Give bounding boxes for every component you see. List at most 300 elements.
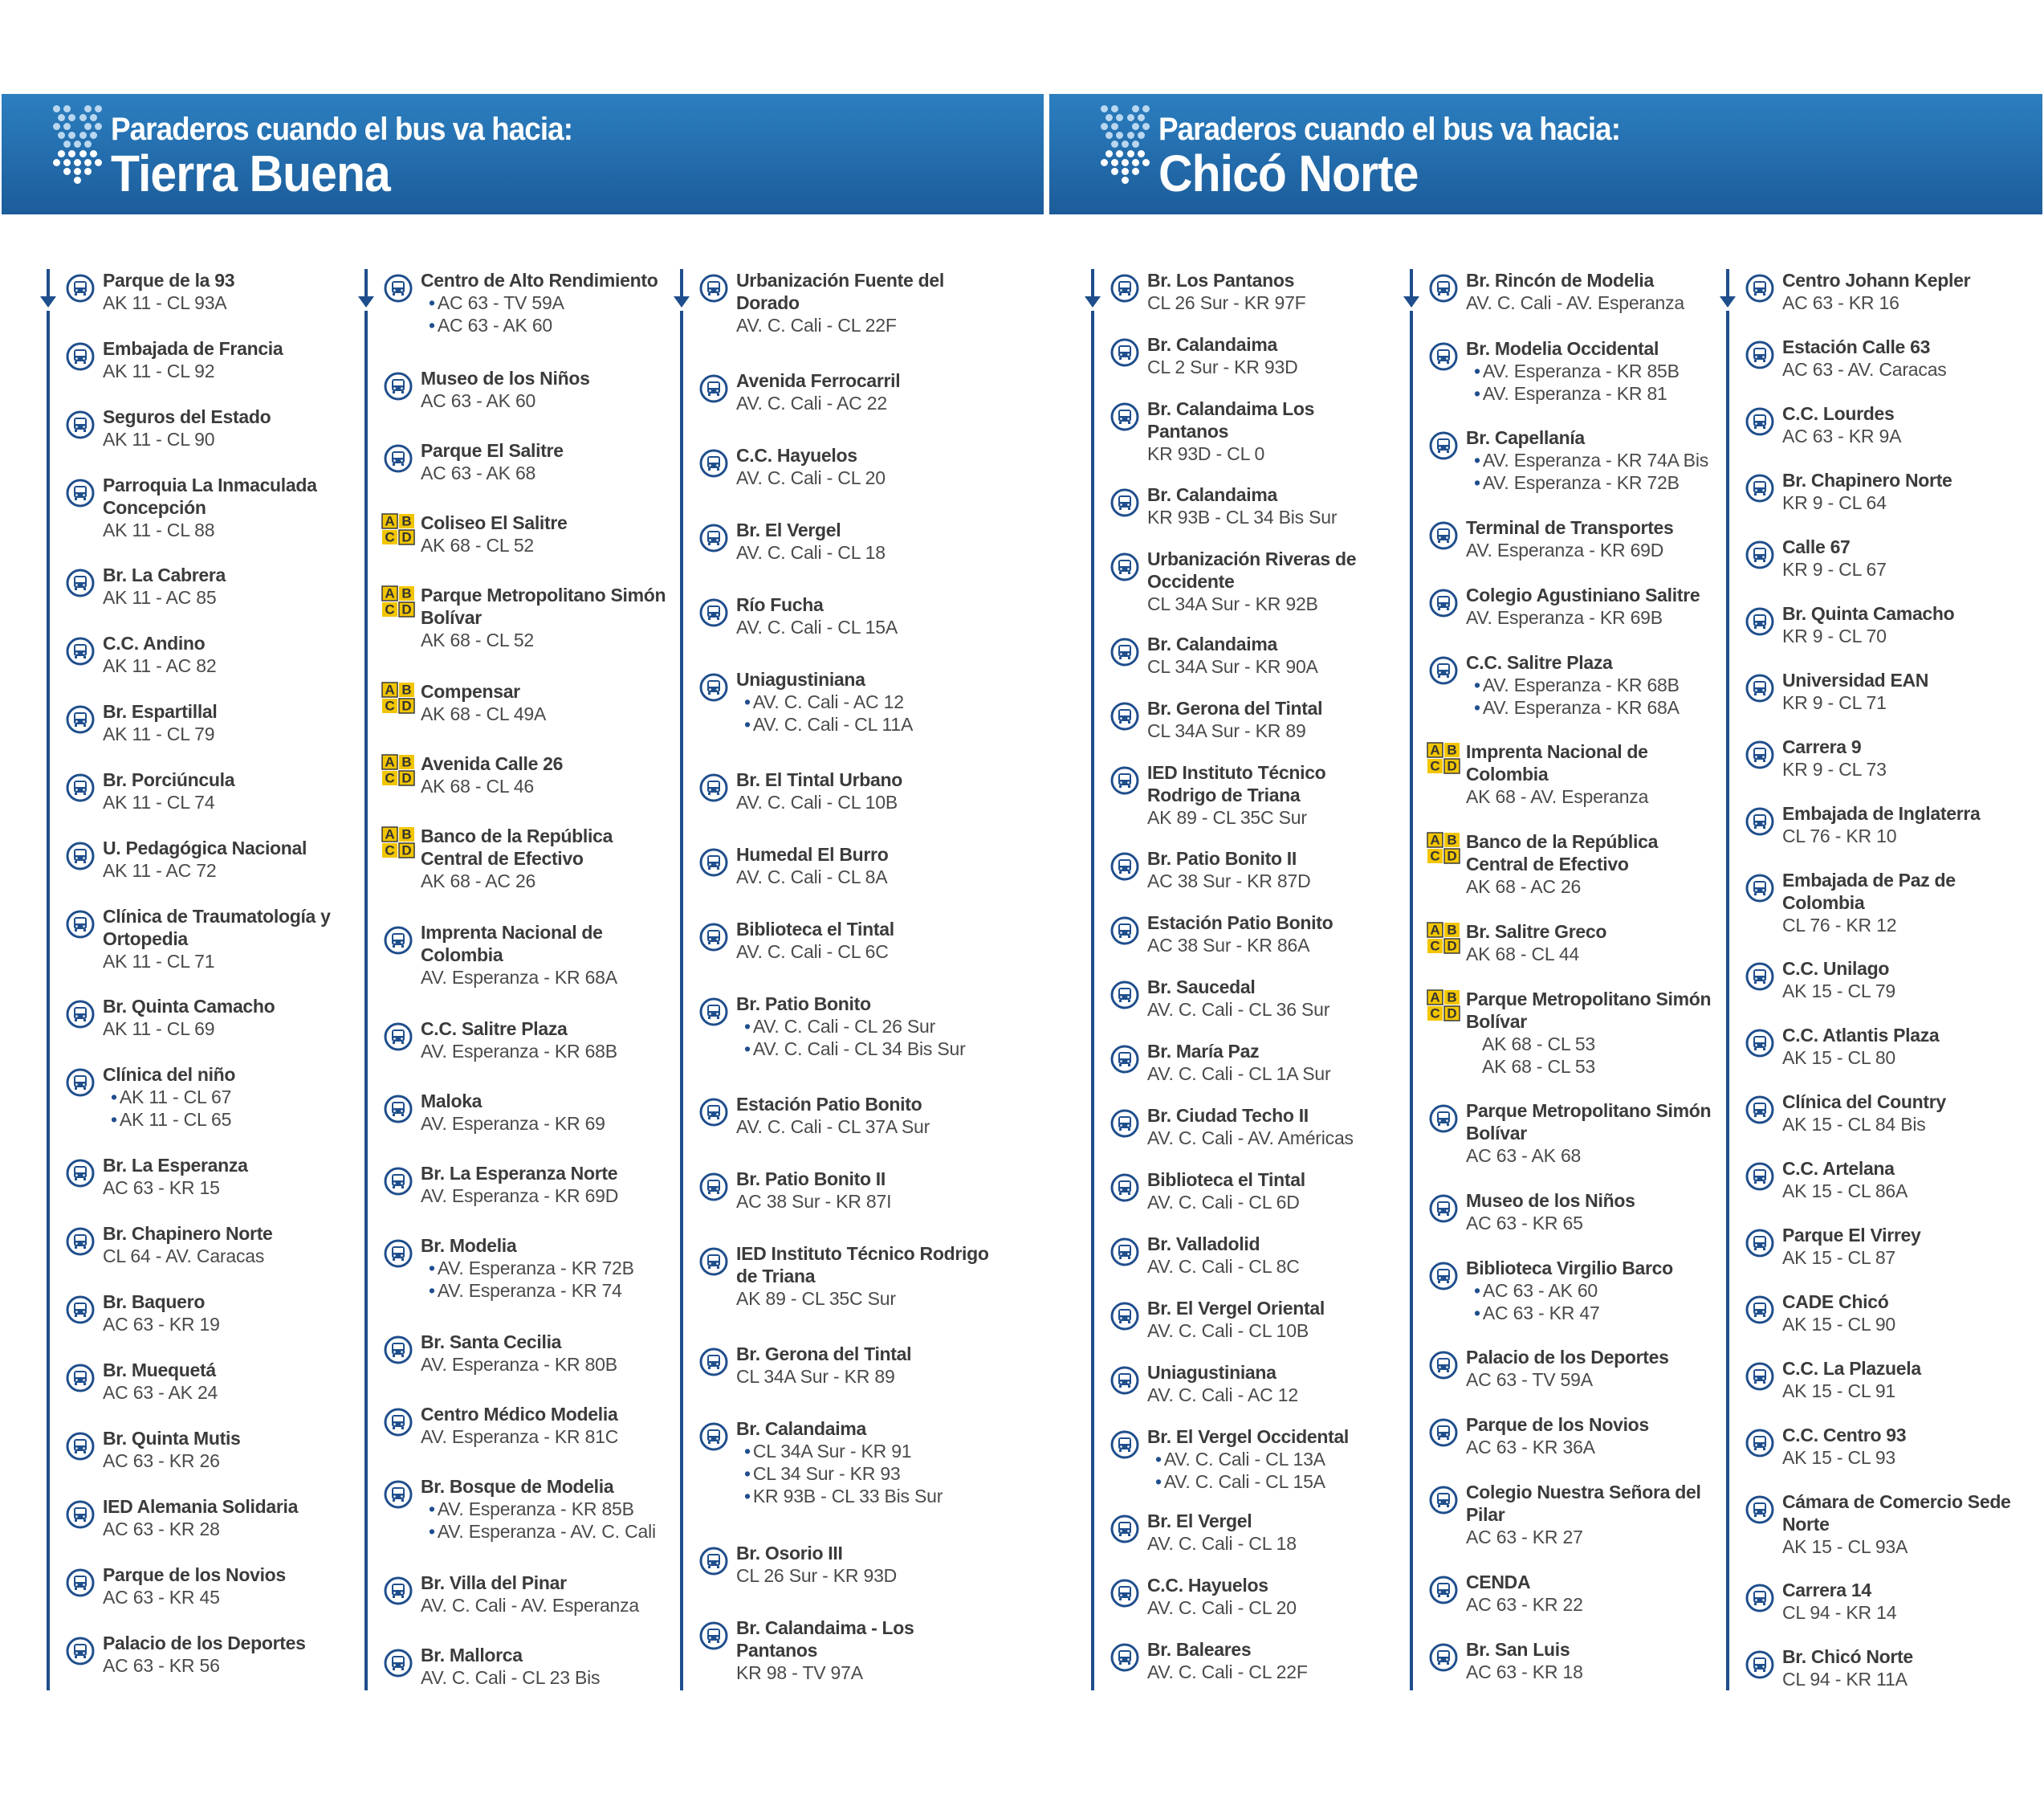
stop-name: Estación Patio Bonito [736,1094,922,1115]
route-line [1410,269,1413,1690]
bus-stop-icon [384,1335,413,1364]
bus-stop-icon [384,1095,413,1123]
svg-text:C: C [1430,938,1440,954]
header-destination: Tierra Buena [111,145,390,202]
stop-address: AK 68 - AC 26 [421,870,536,891]
bus-stop-icon [66,1637,95,1665]
stop-address: KR 9 - CL 67 [1782,559,1887,580]
direction-arrow-icon [1720,269,1736,309]
stop-name: Embajada de Inglaterra [1782,803,1981,824]
bus-stop-icon [384,1408,413,1437]
bus-stop-icon [384,926,413,955]
stop-name: Parque El Virrey [1782,1225,1921,1246]
stop-name: Br. Bosque de Modelia [421,1476,614,1497]
stop-address: AK 89 - CL 35C Sur [736,1288,896,1309]
stop-name: Banco de la República [1466,831,1659,852]
stop-address: AK 11 - AC 72 [103,860,217,881]
stop-address: AV. Esperanza - KR 80B [421,1354,617,1375]
stop-name: Br. Gerona del Tintal [736,1343,912,1364]
svg-text:D: D [401,842,412,858]
stop-address: AK 68 - CL 53 [1482,1034,1596,1054]
stop-address: • AV. Esperanza - KR 81 [1466,382,1739,405]
bus-stop-icon [1429,1194,1458,1223]
stop-name: Br. Saucedal [1147,976,1256,997]
stop-name: Br. Muequetá [103,1360,216,1380]
stop-name: Estación Calle 63 [1782,336,1931,357]
bus-stop-icon [1110,638,1139,667]
stop-address: AC 63 - TV 59A [1466,1369,1593,1390]
bus-stop-icon [1110,274,1139,303]
bus-stop-icon [1110,1643,1139,1672]
stop-address: AK 15 - CL 93A [1782,1536,1908,1557]
stop-address: AC 63 - AK 24 [103,1382,218,1403]
stop-name: Estación Patio Bonito [1147,912,1333,933]
bus-stop-icon [1429,656,1458,685]
stop-name: Parque Metropolitano Simón [1466,989,1712,1009]
route-column [1410,269,1715,1690]
bus-stop-icon [1429,1576,1458,1604]
stop-name: Br. Quinta Camacho [1782,603,1955,624]
direction-arrow-icon [1085,269,1101,309]
bus-stop-icon [384,1480,413,1509]
bus-stop-icon [1745,1162,1774,1191]
bus-stop-icon [1429,274,1458,303]
stop-name: C.C. Artelana [1782,1158,1895,1179]
bus-stop-icon [66,410,95,439]
stop-name: Br. Porciúncula [103,769,235,790]
stop-name: Parque Metropolitano Simón [421,585,666,605]
stop-name: Br. Capellanía [1466,427,1585,448]
stop-name: Br. Chapinero Norte [1782,470,1952,491]
route-column [364,269,670,1690]
stop-name: CADE Chicó [1782,1291,1889,1312]
stop-address: AK 11 - CL 92 [103,361,215,381]
bus-stop-icon [66,479,95,508]
stop-address: • CL 34A Sur - KR 91 [736,1440,1009,1462]
stop-name: Museo de los Niños [1466,1190,1635,1211]
header-tierra-buena [2,94,1044,214]
stop-name: Br. Baquero [103,1291,206,1312]
bus-stop-icon [384,1022,413,1051]
bus-stop-icon [66,1159,95,1188]
stop-name: Br. Calandaima [1147,484,1277,505]
svg-text:B: B [401,826,412,842]
svg-text:C: C [385,529,395,545]
stop-address: AV. Esperanza - KR 69B [1466,607,1663,628]
svg-text:D: D [401,601,412,618]
svg-text:C: C [385,601,395,618]
stop-address: • AV. C. Cali - CL 13A [1147,1448,1420,1470]
stop-name: Bolívar [1466,1011,1527,1032]
stop-address: CL 2 Sur - KR 93D [1147,357,1298,377]
stop-name: Br. Ciudad Techo II [1147,1105,1309,1126]
route-column [1726,269,2031,1690]
direction-arrow-icon [674,269,690,309]
bus-stop-icon [66,773,95,802]
stop-name: Norte [1782,1514,1830,1535]
stop-address: AK 11 - AC 85 [103,587,217,608]
stop-name: Universidad EAN [1782,670,1929,691]
stop-name: Br. Modelia [421,1235,517,1256]
bus-stop-icon [384,1576,413,1605]
svg-text:A: A [1430,922,1440,938]
bus-stop-icon [1110,1515,1139,1543]
abcd-icon [381,513,415,545]
stop-address: AV. C. Cali - CL 22F [736,315,897,336]
svg-text:B: B [401,682,412,698]
stop-address: CL 94 - KR 14 [1782,1602,1897,1623]
svg-text:C: C [385,770,395,786]
bus-stop-icon [1110,1302,1139,1331]
bus-stop-icon [699,773,728,802]
stop-name: Centro Johann Kepler [1782,270,1971,291]
bus-stop-icon [1429,342,1458,371]
bus-stop-icon [1110,852,1139,881]
stop-address: • AV. Esperanza - AV. C. Cali [421,1520,694,1543]
stop-address: CL 34A Sur - KR 92B [1147,593,1318,614]
stop-name: Coliseo El Salitre [421,512,568,533]
stop-address: AC 63 - KR 56 [103,1655,220,1676]
stop-address: AC 63 - AK 68 [421,463,536,483]
stop-address: CL 76 - KR 12 [1782,915,1897,936]
stop-address: KR 93D - CL 0 [1147,443,1265,464]
stop-name: Br. Modelia Occidental [1466,338,1659,359]
stop-name: Br. Gerona del Tintal [1147,698,1323,719]
stop-name: de Triana [736,1266,816,1286]
stop-name: Río Fucha [736,594,824,615]
stop-address: AK 15 - CL 86A [1782,1180,1908,1201]
stop-address: AV. C. Cali - CL 20 [736,467,886,488]
stop-name: Br. El Vergel [736,520,841,540]
stop-address: AC 63 - KR 22 [1466,1594,1583,1615]
bus-stop-icon [1110,766,1139,795]
bus-stop-icon [66,842,95,870]
stop-name: Br. San Luis [1466,1639,1570,1660]
direction-arrow-icon [358,269,374,309]
stop-name: Centro de Alto Rendimiento [421,270,658,291]
bus-stop-icon [66,1000,95,1029]
stop-name: Parque de los Novios [1466,1414,1649,1435]
abcd-icon [1427,742,1460,774]
bus-stop-icon [1429,431,1458,460]
svg-text:B: B [1447,989,1457,1005]
svg-text:D: D [401,698,412,714]
bus-stop-icon [699,848,728,877]
transmilenio-logo-icon [53,105,103,194]
bus-stop-icon [66,1068,95,1097]
stop-address: AV. Esperanza - KR 81C [421,1426,619,1447]
stop-address: AV. C. Cali - CL 23 Bis [421,1667,601,1688]
stop-name: C.C. Unilago [1782,958,1890,979]
bus-stop-icon [699,1347,728,1376]
svg-text:C: C [1430,848,1440,864]
header-destination: Chicó Norte [1158,145,1419,202]
stop-name: Colegio Nuestra Señora del [1466,1482,1701,1502]
bus-stop-icon [66,342,95,371]
stop-name: Compensar [421,681,520,702]
stop-address: AC 63 - AK 60 [421,390,536,411]
route-line [1091,269,1094,1690]
bus-stop-icon [1745,1295,1774,1324]
stop-address: • AC 63 - KR 47 [1466,1302,1739,1324]
stop-name: Embajada de Paz de [1782,870,1956,891]
stop-address: AC 63 - KR 27 [1466,1527,1583,1547]
stop-address: CL 26 Sur - KR 93D [736,1565,898,1586]
stop-address: AV. Esperanza - KR 68A [421,967,617,988]
stop-address: AC 63 - KR 15 [103,1177,220,1198]
svg-text:D: D [401,529,412,545]
stop-address: • AV. Esperanza - KR 72B [1466,471,1739,494]
abcd-icon [1427,832,1460,864]
abcd-icon [1427,989,1460,1021]
stop-name: Br. Espartillal [103,701,218,722]
stop-address: AC 38 Sur - KR 87I [736,1191,892,1212]
stop-address: AK 89 - CL 35C Sur [1147,807,1307,828]
svg-text:C: C [1430,758,1440,774]
stop-name: Br. Santa Cecilia [421,1331,562,1352]
route-line [47,269,50,1690]
stop-name: Br. Chapinero Norte [103,1223,273,1244]
stop-address: • AV. C. Cali - CL 11A [736,713,1009,736]
bus-stop-icon [1110,1579,1139,1608]
stop-address: KR 98 - TV 97A [736,1662,863,1683]
bus-stop-icon [1429,1643,1458,1672]
stop-name: Palacio de los Deportes [1466,1347,1669,1368]
svg-text:B: B [1447,832,1457,848]
transmilenio-logo-icon [1101,105,1150,194]
bus-stop-icon [1745,740,1774,769]
bus-stop-icon [1745,607,1774,636]
stop-address: AK 15 - CL 91 [1782,1380,1896,1401]
stop-address: AC 63 - KR 26 [103,1450,220,1471]
stop-name: Br. Salitre Greco [1466,921,1607,942]
bus-stop-icon [66,1432,95,1461]
route-line [1726,269,1729,1690]
stop-name: IED Instituto Técnico Rodrigo [736,1243,989,1264]
stop-name: Rodrigo de Triana [1147,785,1301,805]
stop-address: AK 11 - CL 93A [103,292,227,313]
stop-address: AC 63 - AV. Caracas [1782,359,1947,380]
stop-address: AK 68 - AC 26 [1466,876,1582,897]
stop-address: AK 11 - CL 90 [103,429,215,450]
bus-stop-icon [1429,1104,1458,1133]
bus-stop-icon [66,637,95,666]
stop-name: C.C. Hayuelos [1147,1575,1268,1596]
stop-name: Uniagustiniana [736,669,865,690]
bus-stop-icon [1745,274,1774,303]
route-line [364,269,368,1690]
stop-address: CL 94 - KR 11A [1782,1669,1908,1690]
bus-stop-icon [1110,702,1139,731]
stop-name: Pilar [1466,1504,1505,1525]
abcd-icon [381,682,415,714]
stop-address: AC 63 - KR 9A [1782,426,1902,446]
bus-stop-icon [1110,980,1139,1009]
bus-stop-icon [699,274,728,303]
stop-address: • AV. Esperanza - KR 68A [1466,696,1739,719]
stop-address: AV. C. Cali - AC 22 [736,393,887,414]
stop-address: AK 68 - CL 53 [1482,1056,1596,1077]
bus-stop-icon [384,444,413,473]
stop-address: AK 15 - CL 84 Bis [1782,1114,1926,1135]
bus-stop-icon [1110,552,1139,581]
bus-stop-icon [1745,1229,1774,1258]
stop-name: Br. Calandaima [736,1418,866,1439]
stop-name: Parroquia La Inmaculada [103,475,317,495]
bus-stop-icon [66,569,95,597]
bus-stop-icon [1110,1237,1139,1266]
stop-name: Ortopedia [103,928,188,949]
stop-address: AK 68 - CL 52 [421,535,535,556]
stop-name: Concepción [103,497,206,518]
bus-stop-icon [1745,1029,1774,1058]
stop-address: AC 63 - KR 36A [1466,1437,1595,1458]
bus-stop-icon [699,673,728,702]
stop-name: Br. Quinta Mutis [103,1428,241,1449]
bus-stop-icon [1745,1362,1774,1391]
stop-name: Carrera 9 [1782,736,1862,757]
route-line [680,269,683,1690]
stop-address: AV. C. Cali - CL 20 [1147,1597,1297,1618]
abcd-icon [381,826,415,858]
stop-address: AV. C. Cali - CL 22F [1147,1661,1308,1682]
stop-name: Uniagustiniana [1147,1362,1276,1383]
stop-name: Urbanización Riveras de [1147,548,1357,569]
stop-name: Br. Calandaima [1147,634,1277,654]
bus-stop-icon [1429,1418,1458,1447]
route-column [47,269,352,1690]
stop-name: Biblioteca el Tintal [736,919,894,940]
stop-address: AC 63 - KR 45 [103,1587,220,1608]
bus-stop-icon [1745,340,1774,369]
stop-address: AK 11 - CL 71 [103,951,215,972]
stop-name: Br. Osorio III [736,1543,843,1564]
stop-name: Carrera 14 [1782,1580,1871,1600]
stop-address: AV. C. Cali - CL 18 [1147,1533,1297,1554]
bus-stop-icon [699,1547,728,1576]
stop-name: Pantanos [736,1640,818,1661]
stop-name: Occidente [1147,571,1235,592]
stop-name: Br. El Vergel [1147,1510,1252,1531]
stop-address: • CL 34 Sur - KR 93 [736,1462,1009,1485]
stop-name: Br. Patio Bonito II [1147,848,1297,869]
svg-text:B: B [1447,742,1457,758]
bus-stop-icon [1110,1109,1139,1138]
stop-address: • AV. C. Cali - CL 26 Sur [736,1015,1009,1038]
stop-name: Br. Chicó Norte [1782,1646,1913,1667]
bus-stop-icon [699,1172,728,1201]
header-chico-norte [1049,94,2042,214]
stop-address: AK 11 - CL 74 [103,792,215,813]
bus-stop-icon [384,1239,413,1268]
stop-address: KR 9 - CL 64 [1782,492,1887,513]
svg-text:C: C [385,842,395,858]
svg-text:C: C [1430,1005,1440,1021]
stop-address: KR 9 - CL 73 [1782,759,1887,780]
stop-name: Central de Efectivo [421,848,584,869]
stop-name: Parque de los Novios [103,1564,286,1585]
stop-name: Clínica del niño [103,1064,236,1085]
stop-name: Br. Baleares [1147,1639,1252,1660]
bus-stop-icon [1745,1584,1774,1612]
bus-stop-icon [1745,962,1774,991]
bus-stop-icon [1745,1495,1774,1524]
stop-name: Br. Patio Bonito II [736,1168,886,1189]
bus-stop-icon [1745,807,1774,836]
stop-name: Br. Villa del Pinar [421,1572,567,1593]
stop-name: C.C. Hayuelos [736,445,857,466]
bus-stop-icon [699,374,728,403]
bus-stop-icon [699,1422,728,1451]
stop-address: AC 63 - KR 65 [1466,1213,1583,1233]
stop-name: C.C. Salitre Plaza [1466,652,1613,673]
stop-address: • AC 63 - AK 60 [421,314,694,336]
stop-name: C.C. Lourdes [1782,403,1895,424]
stop-address: AV. C. Cali - CL 10B [1147,1320,1309,1341]
stop-address: AV. C. Cali - CL 6C [736,941,889,962]
stop-address: • AV. Esperanza - KR 68B [1466,674,1739,696]
header-subtitle: Paraderos cuando el bus va hacia: [111,112,573,147]
svg-text:D: D [1447,938,1457,954]
stop-address: CL 64 - AV. Caracas [103,1246,265,1266]
stop-name: Bolívar [1466,1123,1527,1144]
bus-stop-icon [66,1295,95,1324]
stop-name: Br. María Paz [1147,1041,1260,1062]
bus-stop-icon [384,274,413,303]
stop-address: • AK 11 - CL 65 [103,1108,376,1131]
stop-name: Colegio Agustiniano Salitre [1466,585,1700,605]
stop-address: • KR 93B - CL 33 Bis Sur [736,1485,1009,1507]
stop-address: AC 63 - KR 19 [103,1314,220,1335]
stop-address: KR 9 - CL 71 [1782,692,1887,713]
stop-address: AV. C. Cali - CL 36 Sur [1147,999,1330,1020]
stop-name: Pantanos [1147,421,1229,442]
stop-address: AK 11 - CL 69 [103,1018,215,1039]
route-column [680,269,989,1690]
bus-stop-icon [699,449,728,478]
stop-address: • AV. C. Cali - CL 34 Bis Sur [736,1038,1009,1060]
bus-stop-icon [1429,521,1458,550]
svg-text:B: B [401,585,412,601]
stop-name: Terminal de Transportes [1466,517,1674,538]
bus-stop-icon [1110,1430,1139,1459]
stop-name: Br. El Tintal Urbano [736,769,902,790]
stop-address: AC 63 - AK 68 [1466,1145,1582,1166]
route-column [1091,269,1396,1690]
stop-address: • AV. Esperanza - KR 72B [421,1257,694,1279]
svg-text:D: D [1447,1005,1457,1021]
stop-name: Br. El Vergel Occidental [1147,1426,1350,1447]
bus-stop-icon [1110,916,1139,945]
stop-address: • AC 63 - AK 60 [1466,1279,1739,1302]
stop-name: Parque de la 93 [103,270,235,291]
stop-address: AV. C. Cali - AC 12 [1147,1384,1298,1405]
stop-address: AV. Esperanza - KR 68B [421,1041,617,1062]
stop-name: Br. La Esperanza [103,1155,248,1176]
bus-stop-icon [1429,1262,1458,1290]
stop-address: AK 68 - CL 46 [421,776,535,797]
stop-address: AC 63 - KR 18 [1466,1661,1583,1682]
stop-address: • AV. Esperanza - KR 74A Bis [1466,449,1739,471]
stop-name: Cámara de Comercio Sede [1782,1491,2011,1512]
bus-stop-icon [1429,1351,1458,1380]
stop-address: • AC 63 - TV 59A [421,292,694,314]
svg-text:A: A [385,513,395,529]
stop-address: AK 15 - CL 79 [1782,980,1896,1001]
stop-name: Seguros del Estado [103,406,271,427]
bus-stop-icon [1745,1095,1774,1124]
stop-name: IED Alemania Solidaria [103,1496,299,1517]
